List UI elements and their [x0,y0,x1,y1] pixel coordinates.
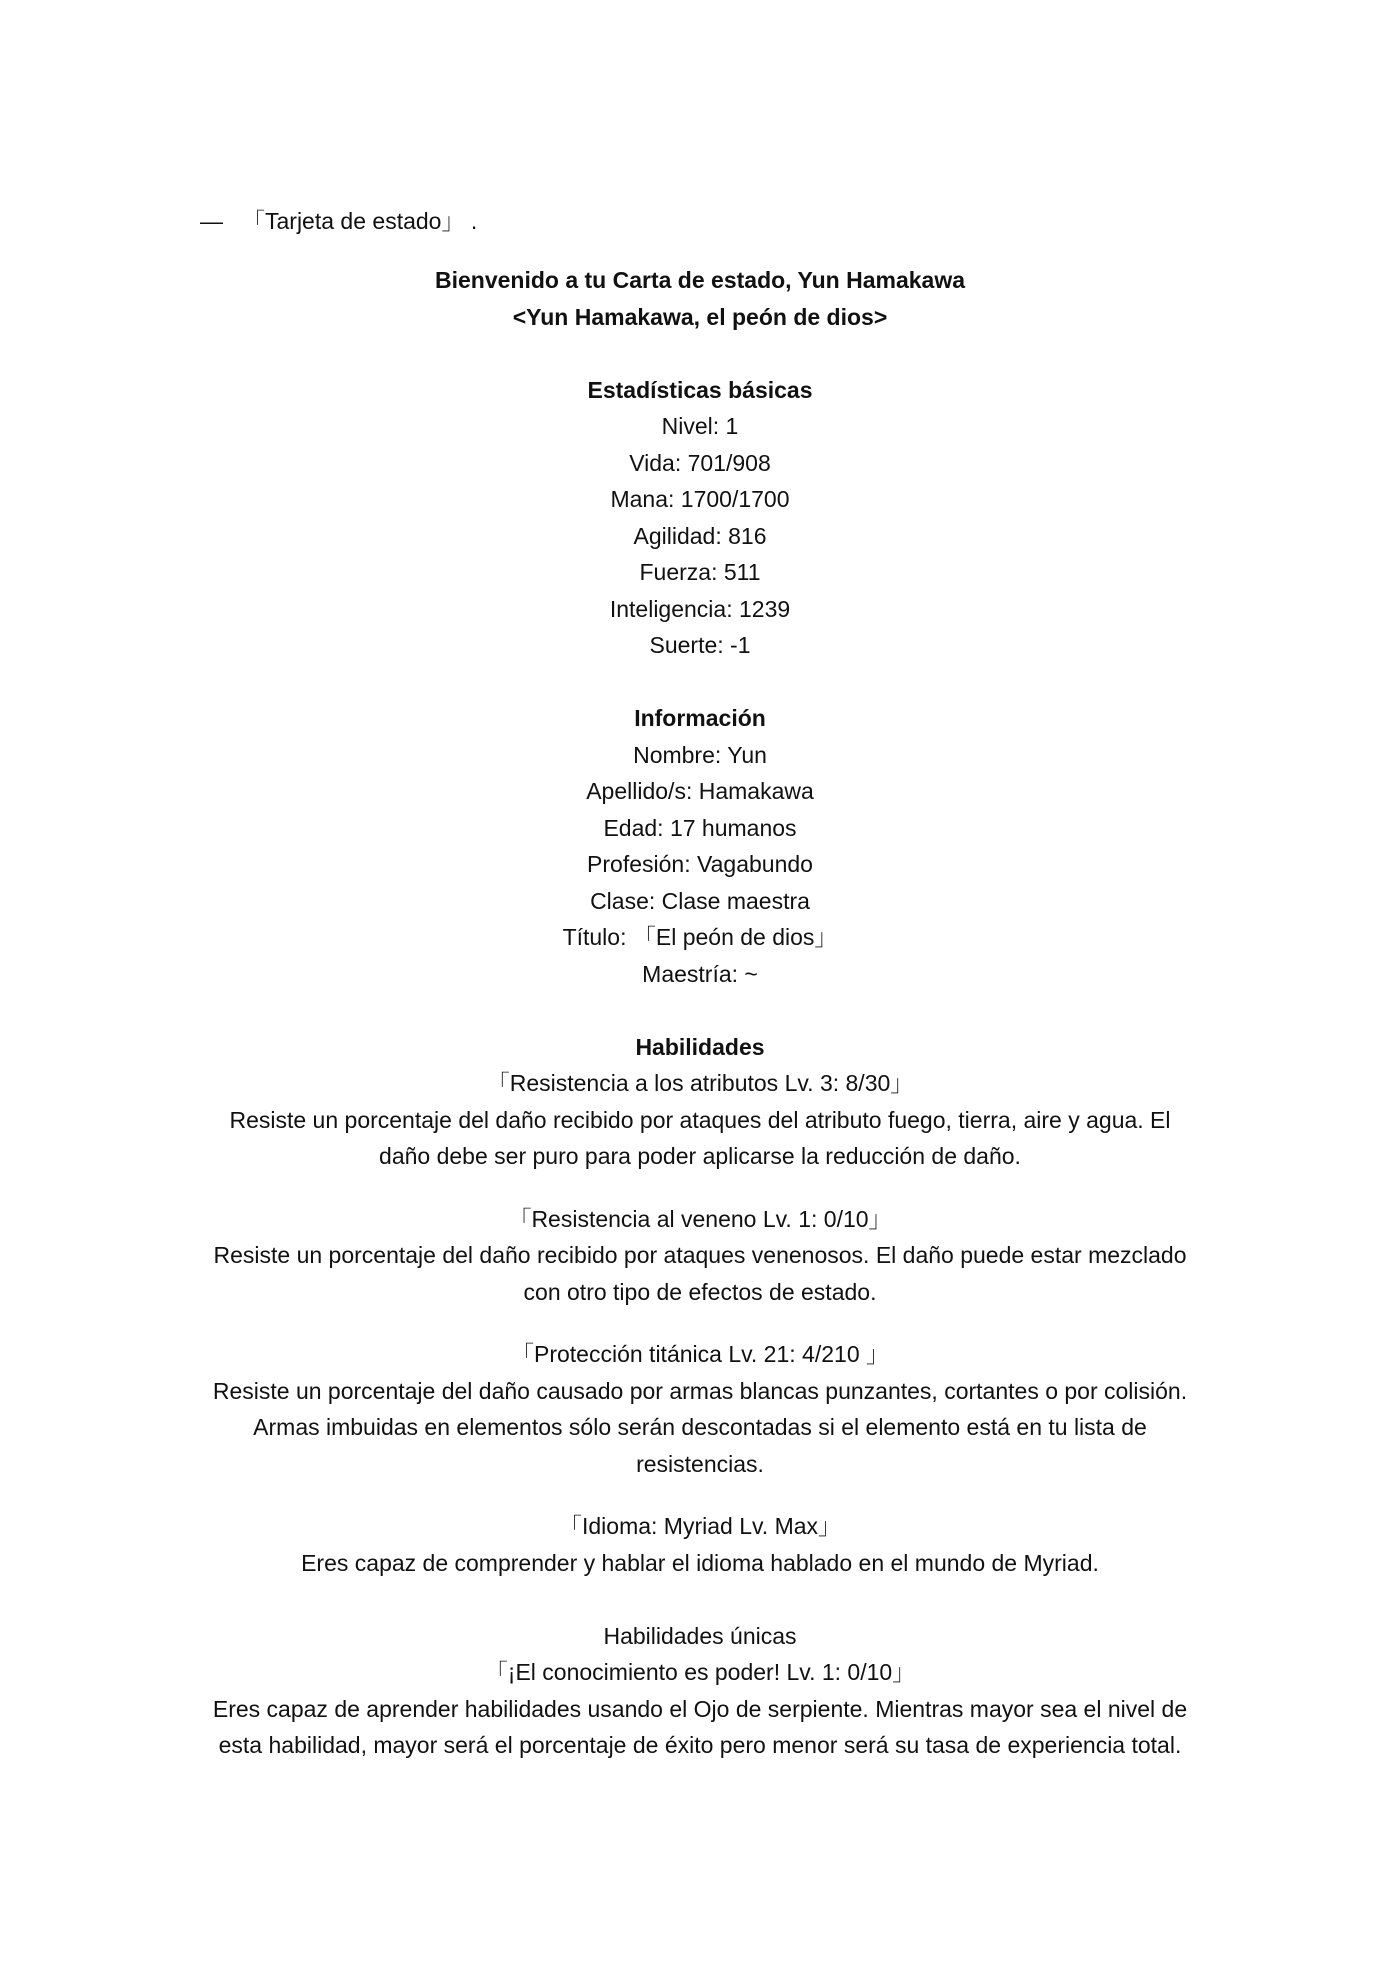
skill-description-line: esta habilidad, mayor será el porcentaje de éxito pero menor será su tasa de experiencia total. [218,1732,1182,1758]
skill-name: 「Protección titánica Lv. 21: 4/210 」 [511,1341,889,1367]
skill-description-line: Resiste un porcentaje del daño recibido por ataques venenosos. El daño puede estar mezclado [213,1242,1187,1268]
skill-name: 「Resistencia al veneno Lv. 1: 0/10」 [508,1205,892,1232]
skill-description-line: con otro tipo de efectos de estado. [523,1278,877,1305]
welcome-line: Bienvenido a tu Carta de estado, Yun Hamakawa [434,267,966,293]
info-heading: Información [634,705,766,731]
basic-stats-heading: Estadísticas básicas [587,376,813,403]
stat-agility: Agilidad: 816 [633,522,767,549]
stat-luck: Suerte: -1 [649,632,751,658]
stat-level: Nivel: 1 [661,413,739,439]
info-class: Clase: Clase maestra [590,887,810,914]
skill-description-line: Eres capaz de aprender habilidades usando el Ojo de serpiente. Mientras mayor sea el nivel de [212,1695,1188,1722]
status-card-body [195,262,1205,1764]
status-card-intro [200,203,477,239]
skill-description-line: Eres capaz de comprender y hablar el idioma hablado en el mundo de Myriad. [301,1549,1099,1576]
info-age: Edad: 17 humanos [603,814,797,841]
info-surname: Apellido/s: Hamakawa [586,778,814,804]
skill-description-line: resistencias. [636,1450,764,1477]
stat-strength: Fuerza: 511 [639,559,761,585]
stat-life: Vida: 701/908 [629,449,771,476]
info-profession: Profesión: Vagabundo [587,851,813,877]
skills-heading: Habilidades [635,1033,765,1060]
character-title-line: <Yun Hamakawa, el peón de dios> [512,303,888,330]
info-name: Nombre: Yun [633,741,767,768]
stat-intelligence: Inteligencia: 1239 [609,595,791,622]
intro-label: 「Tarjeta de estado」 . [242,208,478,234]
skill-description-line: Resiste un porcentaje del daño causado por armas blancas punzantes, cortantes o por colisión. [212,1377,1188,1404]
info-mastery: Maestría: ~ [642,960,758,987]
intro-dash: — [200,208,223,234]
skill-description-line: daño debe ser puro para poder aplicarse la reducción de daño. [379,1143,1021,1169]
info-title: Título: 「El peón de dios」 [562,924,838,950]
skill-name: 「Idioma: Myriad Lv. Max」 [558,1513,842,1539]
skill-description-line: Resiste un porcentaje del daño recibido por ataques del atributo fuego, tierra, aire y agua. El [229,1106,1171,1133]
skill-description-line: Armas imbuidas en elementos sólo serán descontadas si el elemento está en tu lista de [253,1414,1147,1440]
skill-name: 「Resistencia a los atributos Lv. 3: 8/30」 [486,1070,914,1096]
unique-skills-heading: Habilidades únicas [603,1622,797,1649]
unique-skill-name: 「¡El conocimiento es poder! Lv. 1: 0/10」 [484,1659,916,1685]
stat-mana: Mana: 1700/1700 [610,486,790,512]
